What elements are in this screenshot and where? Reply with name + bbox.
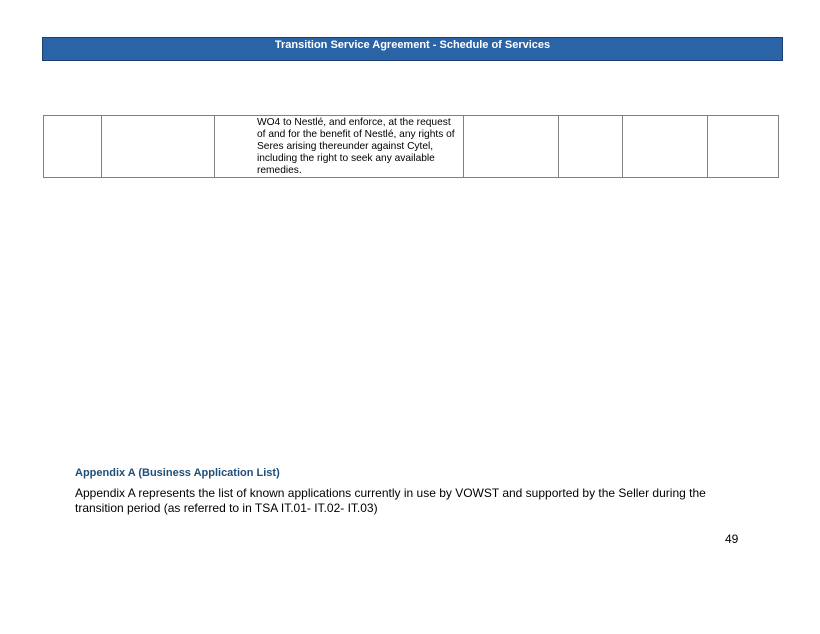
table-cell <box>102 116 215 178</box>
table-cell-description <box>215 116 464 178</box>
table-cell <box>623 116 708 178</box>
page-number: 49 <box>725 532 739 546</box>
table-cell <box>708 116 779 178</box>
document-title: Transition Service Agreement - Schedule of Services <box>274 39 551 51</box>
services-table <box>43 115 779 178</box>
table-row <box>44 116 779 178</box>
table-cell <box>559 116 623 178</box>
table-cell <box>44 116 102 178</box>
appendix-paragraph: Appendix A represents the list of known applications currently in use by VOWST and supported by the Seller during the transition period (as referred to in TSA IT.01- IT.02- IT.03) <box>75 486 706 515</box>
table-cell <box>464 116 559 178</box>
appendix-heading: Appendix A (Business Application List) <box>75 467 280 479</box>
description-text: WO4 to Nestlé, and enforce, at the request of and for the benefit of Nestlé, any rights of Seres arising thereunder against Cytel, including the right to seek any available remedies. <box>257 117 455 176</box>
header-band <box>42 37 783 61</box>
